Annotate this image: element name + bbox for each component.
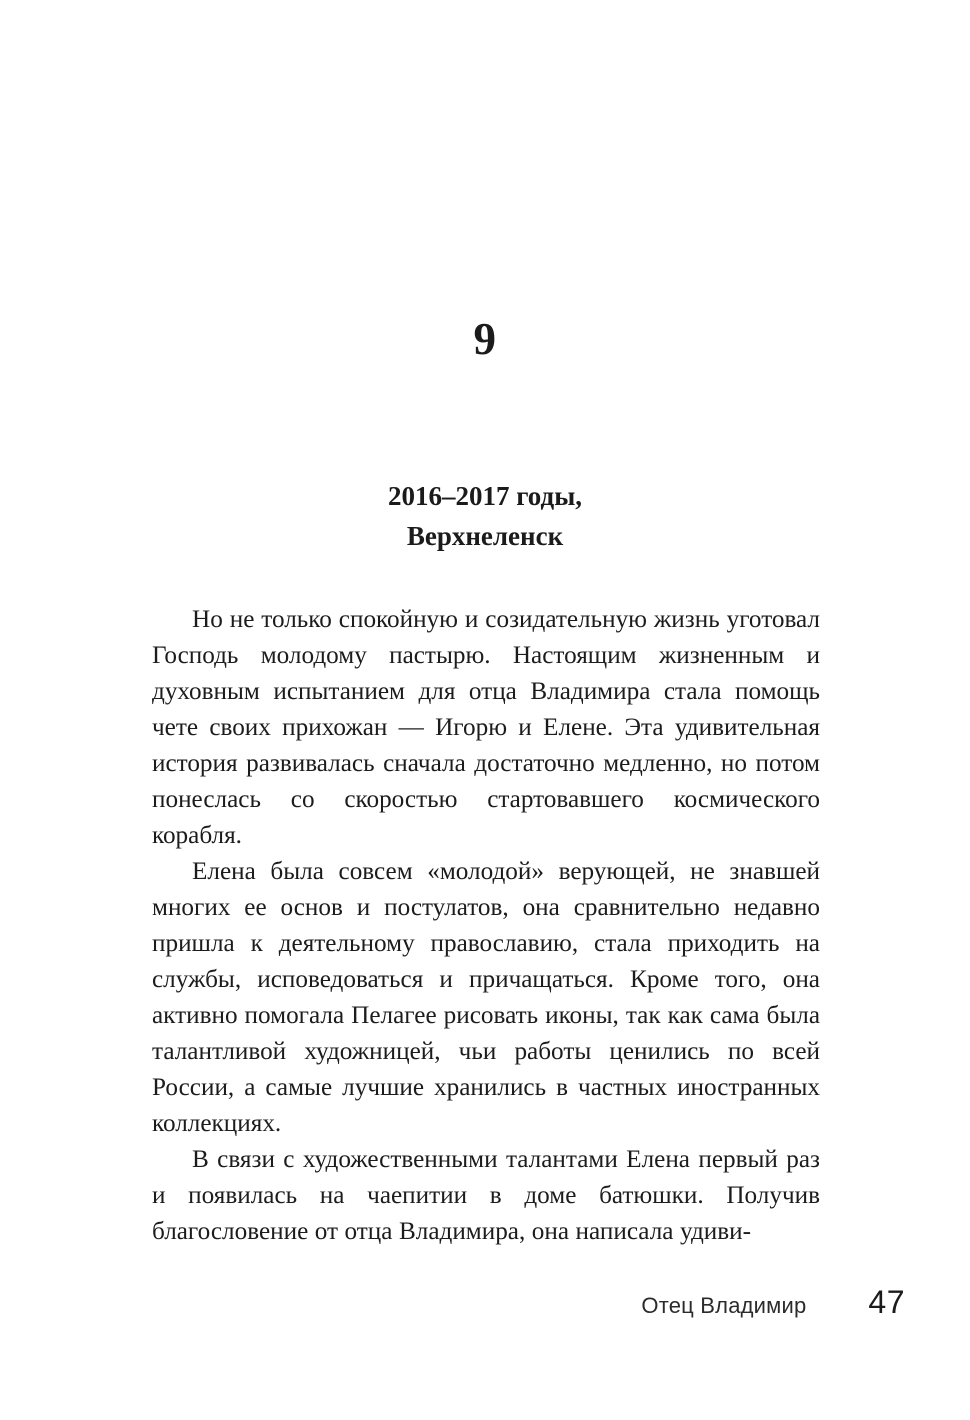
page-footer [152, 1284, 905, 1328]
paragraph-3: В связи с художественными талантами Елена первый раз и появилась на чаепитии в доме батюшки. Получив благословение от отца Владимира, она написала удиви- [152, 1146, 820, 1245]
chapter-subtitle [152, 476, 818, 556]
paragraph-2: Елена была совсем «молодой» верующей, не знавшей многих ее основ и постулатов, она сравнительно недавно пришла к деятельному православию, стала приходить на службы, исповедоваться и причащаться. Кроме того, она активно помогала Пелагее рисовать иконы, так как сама была талантливой художницей, чьи работы ценились по всей России, а самые лучшие хранились в частных иностранных коллекциях. [152, 858, 820, 1137]
page-number: 47 [868, 1284, 905, 1320]
chapter-subtitle-line-2: Верхнеленск [406, 521, 564, 551]
body-text [152, 602, 820, 1250]
paragraph-1: Но не только спокойную и созидательную жизнь уготовал Господь молодому пастырю. Настоящим жизненным и духовным испытанием для отца Владимира стала помощь чете своих прихожан — Игорю и Елене. Эта удивительная история развивалась сначала достаточно медленно, но потом понеслась со скоростью стартовавшего космического корабля. [152, 606, 820, 849]
chapter-subtitle-line-1: 2016–2017 годы, [387, 481, 583, 511]
chapter-number: 9 [473, 314, 497, 364]
running-head: Отец Владимир [641, 1293, 807, 1318]
